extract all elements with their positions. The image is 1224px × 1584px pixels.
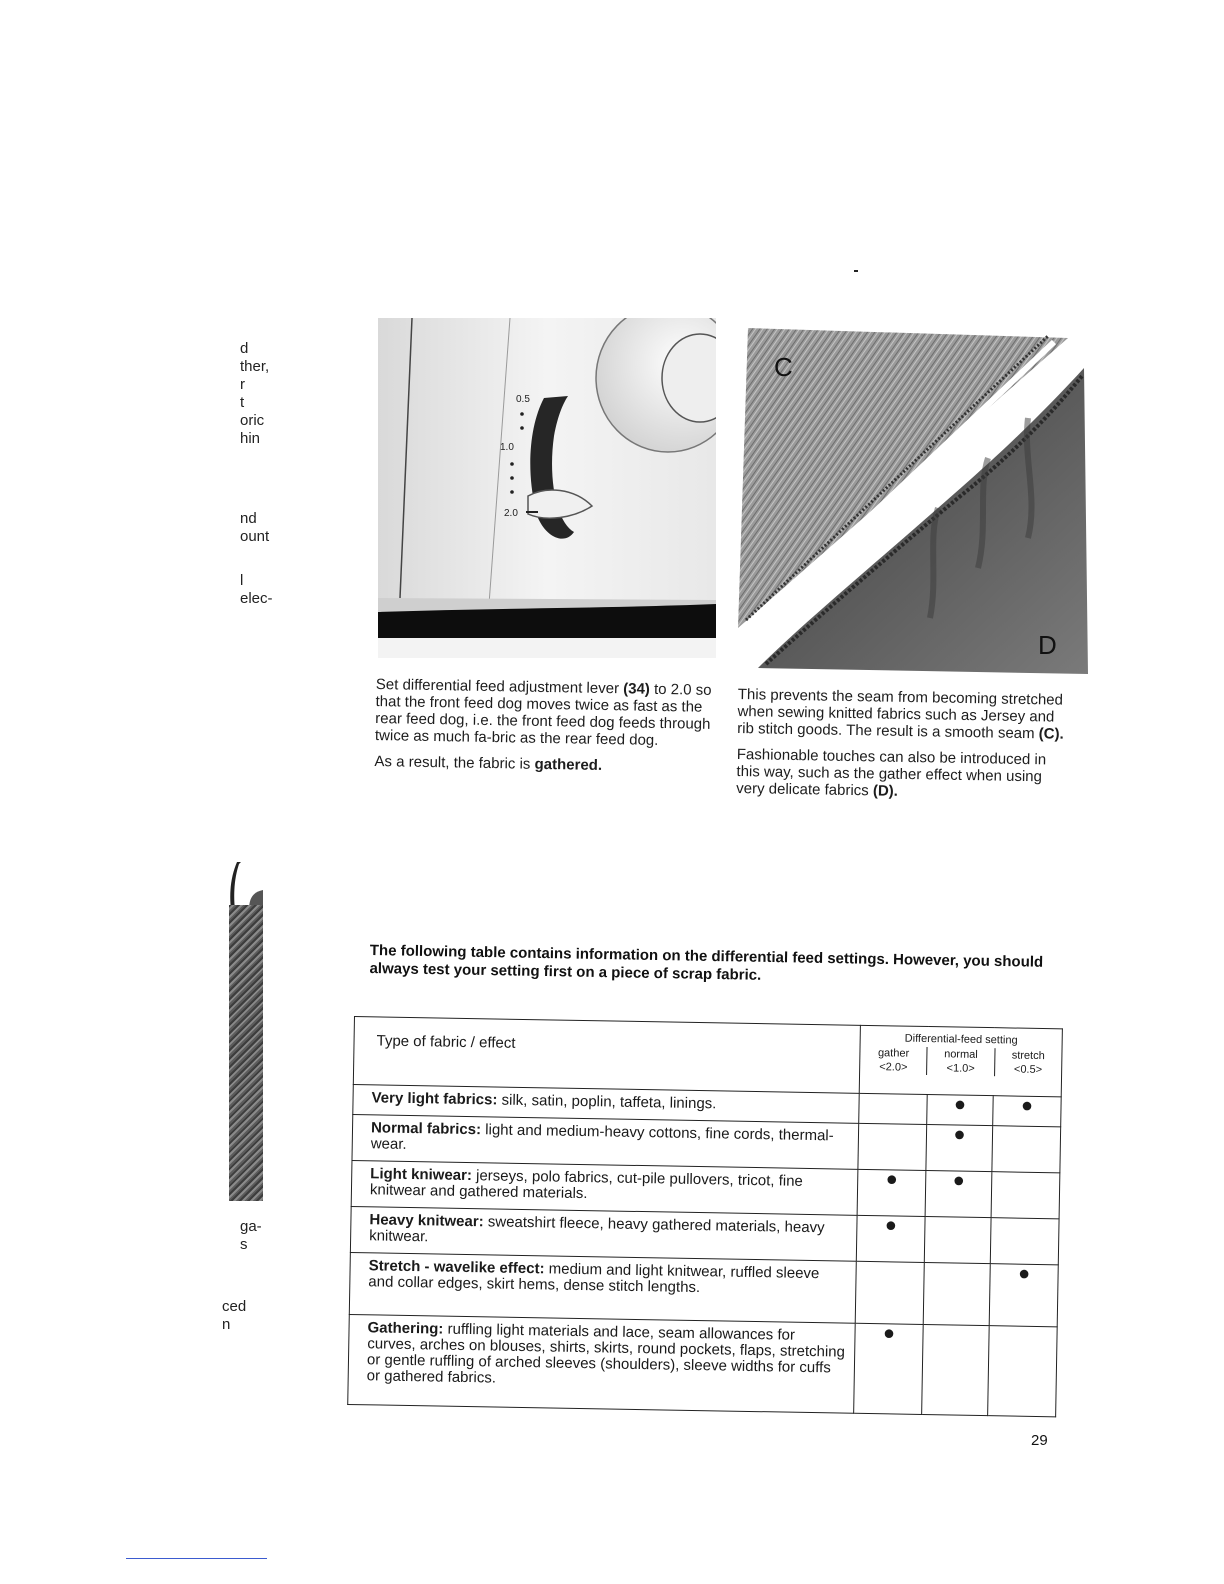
caption-left-paragraph: Set differential feed adjustment lever (34) to 2.0 so that the front feed dog moves twice as fast as the rear feed dog, i.e. the front feed dog feeds through twice as much fa-bric as the rear feed dog. (374, 676, 712, 749)
dot-cell (991, 1172, 1060, 1219)
scan-line (126, 1558, 267, 1559)
header-fabric-type: Type of fabric / effect (353, 1017, 860, 1094)
dot-cell (922, 1324, 990, 1415)
dial-mark: 2.0 (504, 508, 518, 519)
table-row (348, 1314, 1057, 1416)
photo-label-c: C (774, 352, 793, 382)
margin-fragment: nd (240, 510, 257, 527)
margin-fragment: ced (222, 1298, 247, 1315)
margin-fragment: hin (240, 430, 261, 447)
page-number: 29 (1031, 1432, 1048, 1449)
dot-cell (992, 1126, 1061, 1173)
margin-fragment: d (240, 340, 249, 357)
header-setting (859, 1025, 1062, 1097)
photo-label-d: D (1038, 630, 1057, 660)
seam-photo (738, 328, 1088, 674)
dot-cell (855, 1261, 924, 1324)
margin-fragment: elec- (240, 590, 273, 607)
dot-cell (988, 1326, 1058, 1417)
margin-fragment: l (240, 572, 244, 589)
header-setting-title: Differential-feed setting (904, 1032, 1018, 1047)
dot-cell: ● (989, 1264, 1058, 1327)
margin-fragment: r (240, 376, 245, 393)
lever-ref: (34) (623, 680, 651, 698)
margin-fragment: ount (240, 528, 270, 545)
dot-cell: ● (854, 1323, 924, 1414)
dot-cell (858, 1123, 927, 1170)
margin-fragment: n (222, 1316, 231, 1333)
row-description: Normal fabrics: light and medium-heavy cottons, fine cords, thermal-wear. (352, 1114, 859, 1169)
row-description: Stretch - wavelike effect: medium and light knitwear, ruffled sleeve and collar edges, skirt hems, dense stitch lengths. (349, 1252, 856, 1323)
caption-right-paragraph: This prevents the seam from becoming stretched when sewing knitted fabrics such as Jersey and rib stitch goods. The result is a smooth seam (C). (737, 686, 1064, 743)
caption-right (736, 686, 1074, 812)
dot-cell: ● (926, 1125, 993, 1172)
seam-d-ref: (D). (872, 782, 899, 800)
margin-fragment: t (240, 394, 245, 411)
differential-feed-table (347, 1016, 1062, 1420)
table-intro: The following table contains information on the differential feed settings. However, you should always test your setting first on a piece of scrap fabric. (369, 942, 1044, 984)
row-description: Gathering: ruffling light materials and lace, seam allowances for curves, arches on blouses, shirts, skirts, round pockets, flaps, stretching or gentle ruffling of arched sleeves (shoulders), sleeve widths for cuffs or gathered fabrics. (348, 1314, 855, 1413)
lever-photo (378, 318, 716, 658)
margin-fragment: oric (240, 412, 265, 429)
dot-cell (990, 1218, 1059, 1265)
dot-cell: ● (857, 1169, 926, 1216)
header-column: gather <2.0> (877, 1047, 910, 1074)
scan-speck (854, 270, 858, 272)
cropped-fabric-photo (229, 905, 263, 1201)
sewing-machine-illustration (378, 318, 716, 658)
dot-cell: ● (993, 1096, 1062, 1127)
dot-cell: ● (925, 1171, 992, 1218)
dial-mark: 0.5 (516, 394, 530, 405)
dot-cell: ● (856, 1215, 925, 1262)
row-description: Very light fabrics: silk, satin, poplin, taffeta, linings. (353, 1084, 859, 1123)
cropped-photo-edge (229, 862, 263, 910)
row-description: Heavy knitwear: sweatshirt fleece, heavy gathered materials, heavy knitwear. (350, 1206, 857, 1261)
seam-c-ref: (C). (1038, 725, 1064, 743)
margin-fragment: ga- (240, 1218, 262, 1235)
dial-mark: 1.0 (500, 442, 514, 453)
row-description: Light kniwear: jerseys, polo fabrics, cut-pile pullovers, tricot, fine knitwear and gathered materials. (351, 1160, 858, 1215)
header-column: normal <1.0> (926, 1047, 994, 1076)
margin-fragment: s (240, 1236, 248, 1253)
caption-right-paragraph: Fashionable touches can also be introduced in this way, such as the gather effect when using very delicate fabrics (D). (736, 745, 1047, 800)
caption-left-paragraph: As a result, the fabric is gathered. (374, 752, 603, 774)
dot-cell (859, 1093, 928, 1124)
dot-cell (923, 1262, 990, 1325)
seam-illustration (738, 328, 1088, 674)
caption-left (374, 676, 716, 785)
dot-cell (924, 1216, 991, 1263)
margin-fragment: ther, (240, 358, 270, 375)
gathered-term: gathered. (534, 755, 603, 774)
dot-cell: ● (927, 1095, 994, 1126)
table-header-row (353, 1017, 1062, 1097)
header-column: stretch <0.5> (994, 1048, 1062, 1077)
